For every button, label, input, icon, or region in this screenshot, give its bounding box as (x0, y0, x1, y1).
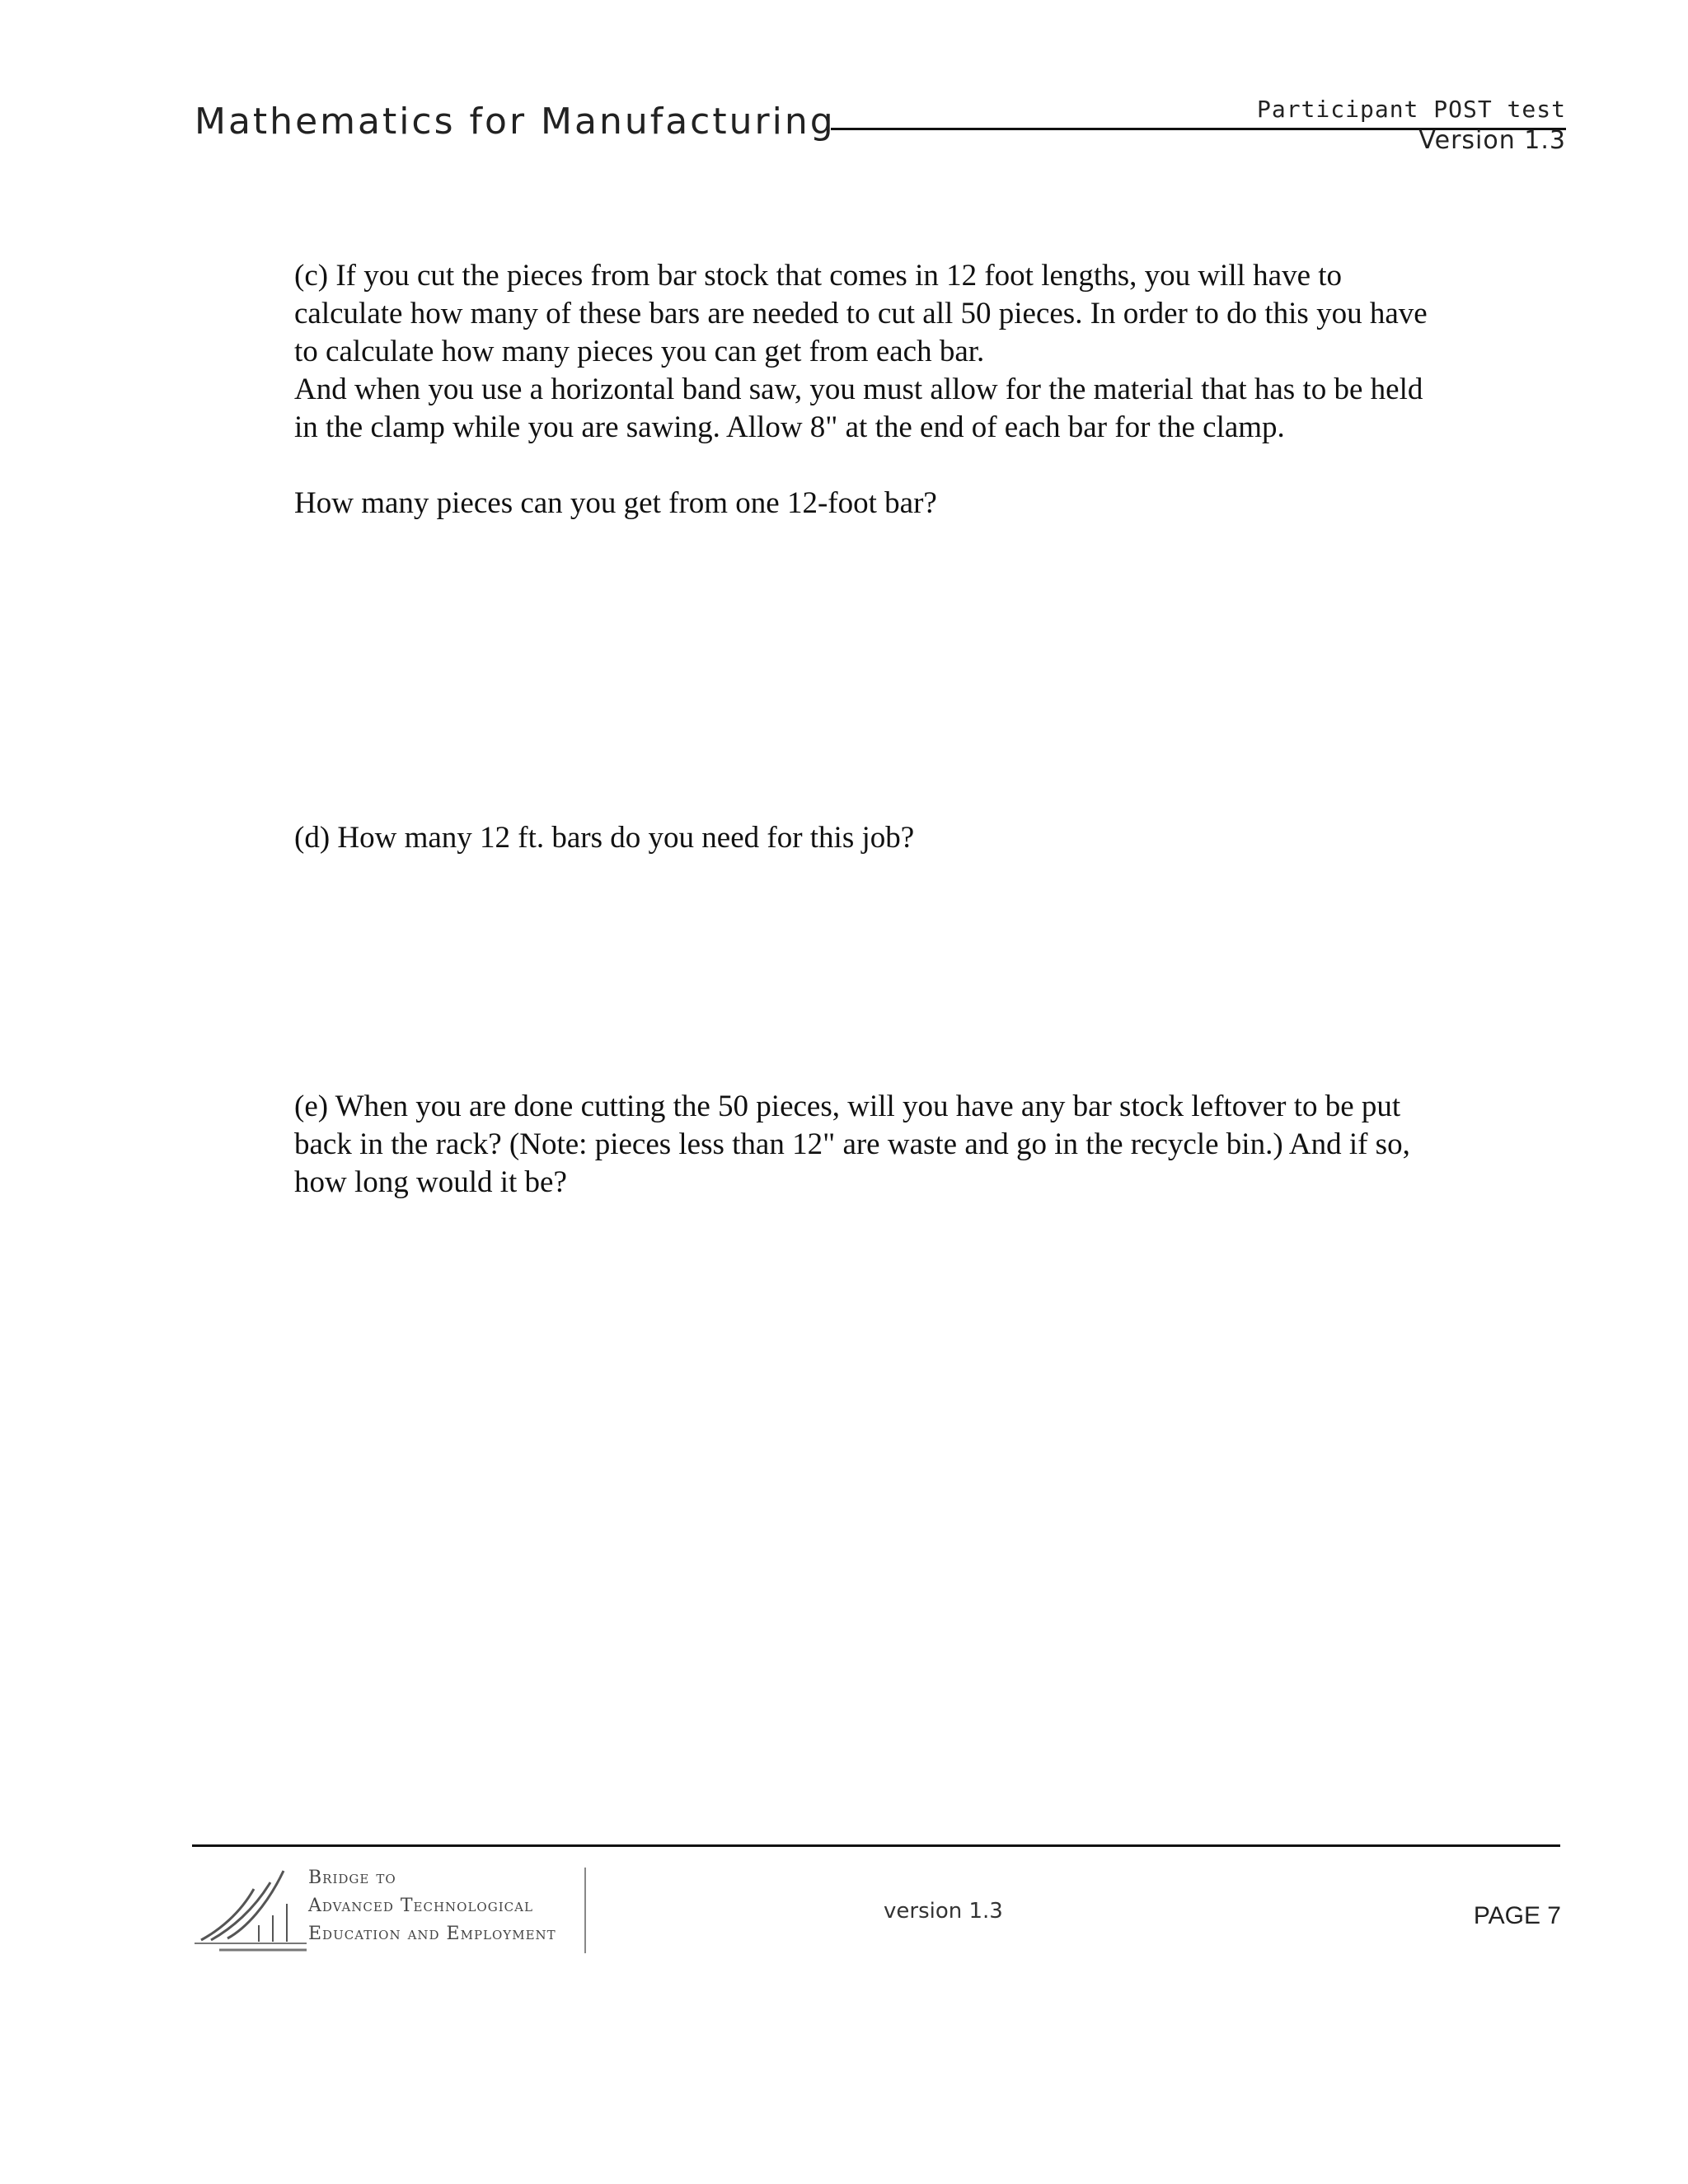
logo-divider (584, 1868, 586, 1953)
header-version-label: Version 1.3 (1418, 126, 1566, 155)
footer-version: version 1.3 (884, 1899, 1003, 1924)
question-d-prompt: (d) How many 12 ft. bars do you need for this job? (294, 821, 915, 855)
question-c-intro: (c) If you cut the pieces from bar stock that comes in 12 foot lengths, you will have to calculate how many of these bars are needed to cut all 50 pieces. In order to do this you have to calculate how many pieces you can get from each bar. (294, 259, 1428, 368)
logo-line-3: Education and Employment (308, 1924, 556, 1944)
bridge-logo (195, 1864, 590, 1955)
test-type-label: Participant POST test (1256, 96, 1566, 123)
document-title: Mathematics for Manufacturing (195, 101, 836, 143)
bridge-logo-mark-icon (195, 1864, 310, 1955)
logo-line-1: Bridge to (308, 1868, 396, 1888)
question-c-prompt: How many pieces can you get from one 12-foot bar? (294, 486, 937, 520)
page-number: PAGE 7 (1473, 1902, 1561, 1929)
header-meta (1257, 94, 1566, 157)
question-e-prompt: (e) When you are done cutting the 50 pieces, will you have any bar stock leftover to be put back in the rack? (Note: pieces less than 12" are waste and go in the recycle bin.) And if so, how long would it be? (294, 1090, 1410, 1199)
footer-divider (192, 1844, 1560, 1847)
question-c-clamp-note: And when you use a horizontal band saw, you must allow for the material that has to be held in the clamp while you are sawing. Allow 8" at the end of each bar for the clamp. (294, 373, 1423, 444)
question-d (294, 819, 1448, 857)
question-e (294, 1088, 1448, 1202)
question-c (294, 257, 1448, 523)
logo-line-2: Advanced Technological (308, 1896, 533, 1916)
logo-wordmark (308, 1864, 556, 1948)
